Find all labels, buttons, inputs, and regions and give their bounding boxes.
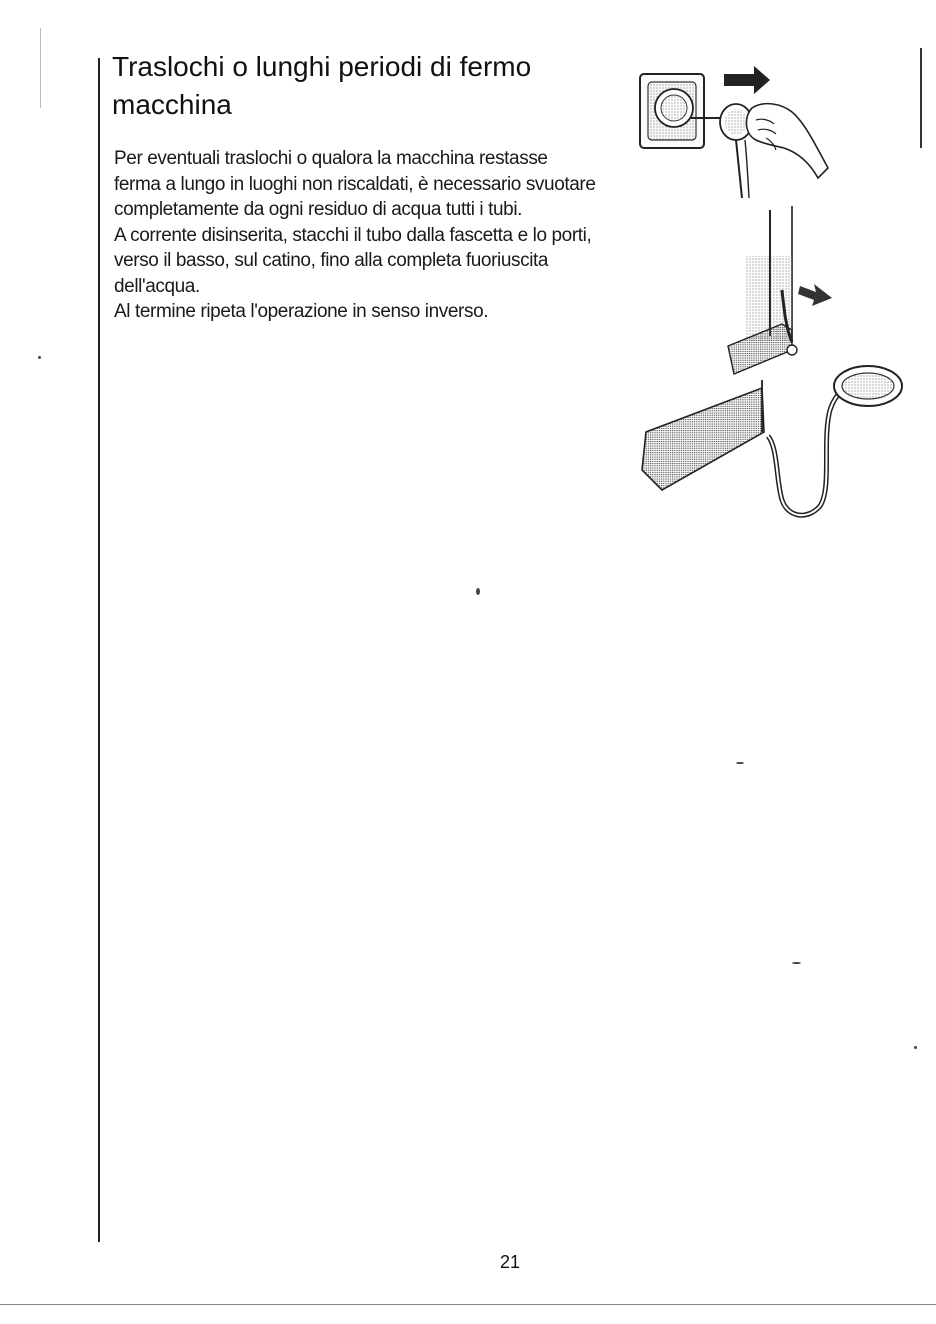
scan-speck: [914, 1046, 917, 1049]
page-title: Traslochi o lunghi periodi di fermo macchina: [112, 51, 532, 120]
scan-edge-line: [40, 28, 41, 108]
hose-detach-icon: [728, 206, 832, 374]
unplug-icon: [640, 66, 828, 198]
margin-rule: [98, 58, 100, 1242]
scan-speck: [38, 356, 41, 359]
scan-speck: [476, 588, 480, 595]
right-margin-rule: [920, 48, 922, 148]
page-edge-line: [0, 1304, 936, 1305]
basin-drain-icon: [642, 366, 902, 515]
paragraph-closing: Al termine ripeta l'operazione in senso inverso.: [114, 301, 489, 322]
paragraph-instructions: A corrente disinserita, stacchi il tubo dalla fascetta e lo porti, verso il basso, sul catino, fino alla completa fuoriuscita dell'acqua.: [114, 224, 592, 297]
scan-speck: [792, 962, 801, 964]
illustration: [632, 60, 912, 530]
scan-speck: [736, 762, 744, 764]
body-text: [114, 146, 596, 325]
paragraph-intro: Per eventuali traslochi o qualora la macchina restasse ferma a lungo in luoghi non riscaldati, è necessario svuotare completamente da ogni residuo di acqua tutti i tubi.: [114, 148, 596, 220]
page-number: 21: [500, 1252, 521, 1272]
